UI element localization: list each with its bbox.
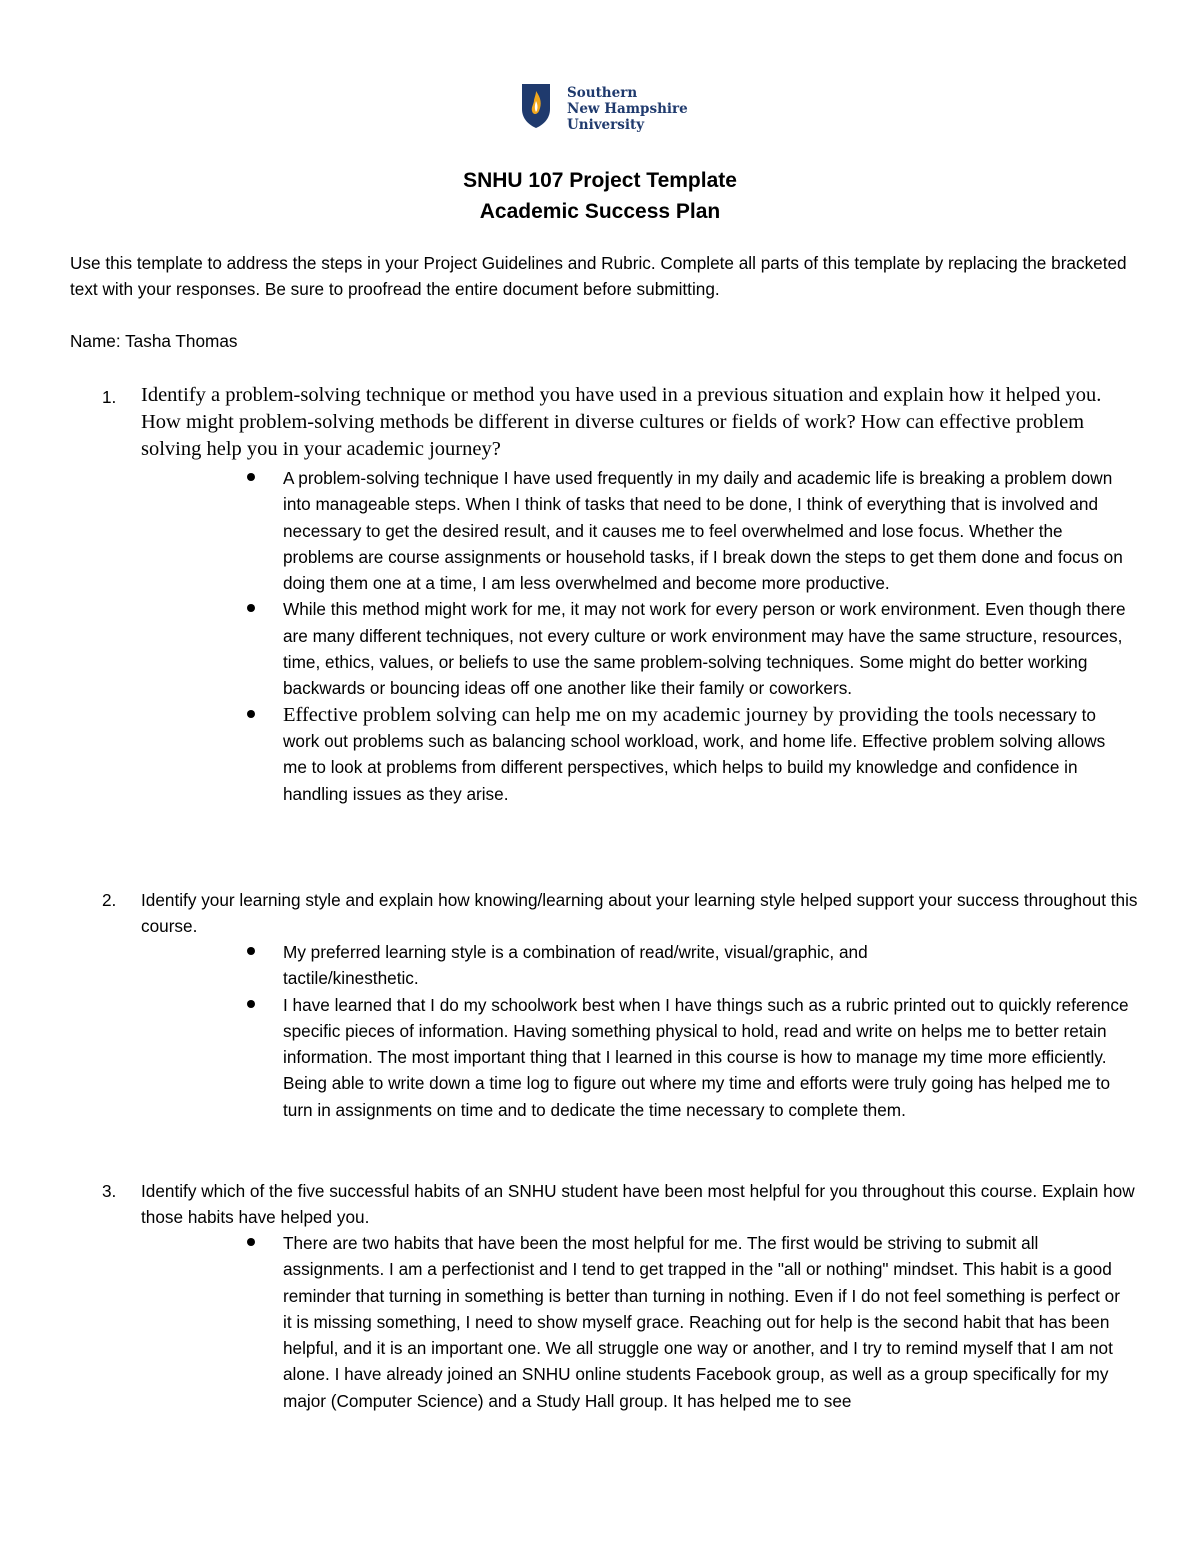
answer-text: I have learned that I do my schoolwork best when I have things such as a rubric printed out to quickly reference specific pieces of information. Having something physical to hold, read and write on helps me to better retain information. The most important thing that I learned in this course is how to manage my time more efficiently. Being able to write down a time log to figure out where my time and efforts were truly going has helped me to turn in assignments on time and to dedicate the time necessary to complete them. (283, 994, 1129, 1120)
list-item (0, 702, 1200, 807)
answer-rest-text: necessary to work out problems such as balancing school workload, work, and home life. Effective problem solving allows me to look at problems from different perspectives, which helps to build my knowledge and confidence in handling issues as they arise. (283, 704, 1106, 804)
list-item (0, 465, 1200, 596)
question-1-answers (0, 465, 1200, 807)
bullet-icon (247, 604, 255, 612)
question-2-answers (0, 939, 1200, 1123)
bullet-icon (247, 473, 255, 481)
answer-text: My preferred learning style is a combination of read/write, visual/graphic, and tactile/kinesthetic. (283, 942, 868, 989)
bullet-icon (247, 947, 255, 955)
answer-text: There are two habits that have been the most helpful for me. The first would be striving to submit all assignments. I am a perfectionist and I tend to get trapped in the "all or nothing" mindset. This habit is a good reminder that turning in something is better than turning in nothing. Even if I do not feel something is perfect or it is missing something, I need to show myself grace. Reaching out for help is the second habit that has been helpful, and it is an important one. We all struggle one way or another, and I try to remind myself that I am not alone. I have already joined an SNHU online students Facebook group, as well as a group specifically for my major (Computer Science) and a Study Hall group. It has helped me to see (283, 1233, 1120, 1411)
question-text: Identify your learning style and explain how knowing/learning about your learning style helped support your success throughout this course. (141, 890, 1138, 936)
question-number: 2. (102, 890, 117, 910)
document-title-block (0, 165, 1200, 227)
list-item (0, 1230, 1200, 1414)
answer-text: A problem-solving technique I have used frequently in my daily and academic life is breaking a problem down into manageable steps. When I think of tasks that need to be done, I think of everything that is involved and necessary to get the desired result, and it causes me to feel overwhelmed and lose focus. Whether the problems are course assignments or household tasks, if I break down the steps to get them done and focus on doing them one at a time, I am less overwhelmed and become more productive. (283, 468, 1123, 594)
intro-paragraph: Use this template to address the steps in your Project Guidelines and Rubric. Complete all parts of this template by replacing the bracketed text with your responses. Be sure to proofread the entire document before submitting. (70, 253, 1127, 299)
answer-lead-text: Effective problem solving can help me on my academic journey by providing the tools (283, 703, 994, 726)
list-item (0, 992, 1200, 1123)
answer-text (283, 702, 1133, 807)
bullet-icon (247, 710, 255, 718)
logo-line-1: Southern (567, 85, 638, 101)
question-number: 1. (102, 387, 117, 407)
logo-line-2: New Hampshire (567, 101, 688, 117)
list-item (0, 939, 1200, 992)
question-text: Identify a problem-solving technique or method you have used in a previous situation and explain how it helped you. How might problem-solving methods be different in diverse cultures or fields of work? How can effective problem solving help you in your academic journey? (141, 384, 1102, 460)
document-title: SNHU 107 Project Template (463, 169, 737, 192)
answer-text: While this method might work for me, it may not work for every person or work environment. Even though there are many different techniques, not every culture or work environment may have the same structure, resources, time, ethics, values, or beliefs to use the same problem-solving techniques. Some might do better working backwards or bouncing ideas off one another like their family or coworkers. (283, 599, 1126, 699)
snhu-logo (521, 83, 688, 133)
logo-line-3: University (567, 117, 645, 133)
logo-wordmark (567, 85, 688, 133)
question-text: Identify which of the five successful habits of an SNHU student have been most helpful for you throughout this course. Explain how those habits have helped you. (141, 1181, 1135, 1227)
snhu-shield-icon (521, 83, 551, 129)
bullet-icon (247, 1000, 255, 1008)
question-3-answers (0, 1230, 1200, 1414)
student-name: Name: Tasha Thomas (70, 331, 238, 351)
document-subtitle: Academic Success Plan (479, 200, 721, 223)
bullet-icon (247, 1238, 255, 1246)
list-item (0, 596, 1200, 701)
question-number: 3. (102, 1181, 117, 1201)
